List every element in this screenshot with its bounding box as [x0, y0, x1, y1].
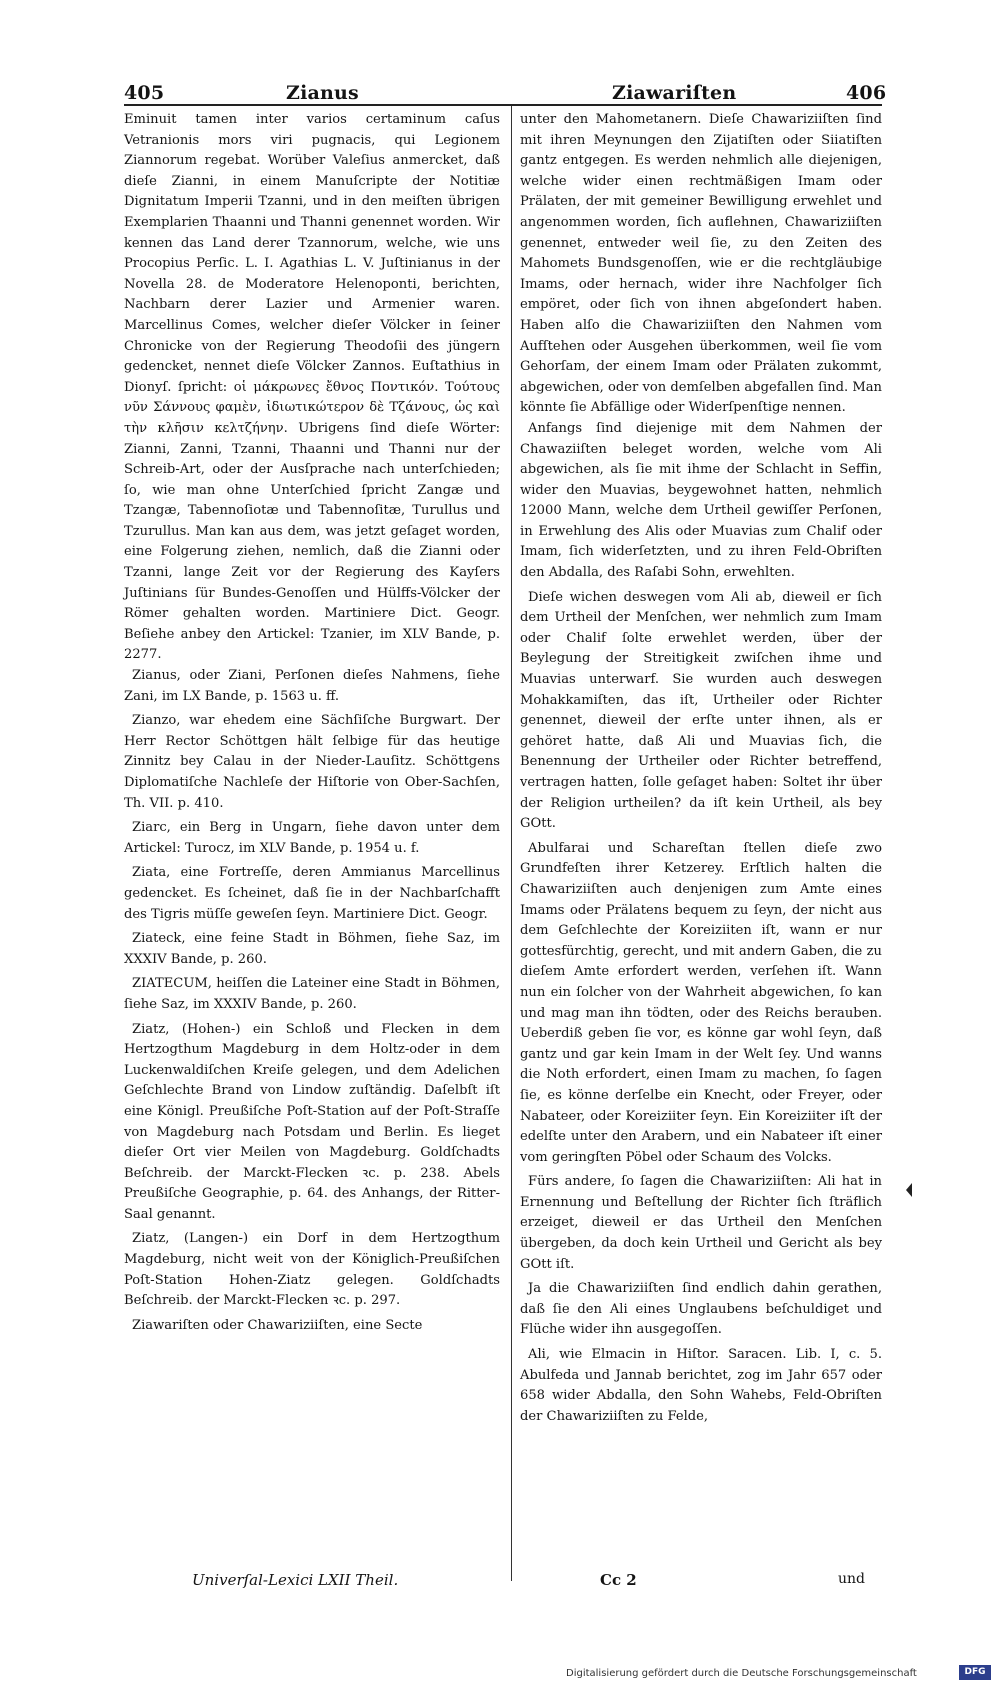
sheet-signature-mark: Cc 2 — [600, 1571, 637, 1589]
paragraph-first-tenet: Abulfarai und Schareſtan ſtellen dieſe zwo Grundfeſten ihrer Ketzerey. Erſtlich halten die Chawariziiſten auch denjenigen zum Amte eines Imams oder Prälatens bequem zu ſeyn, der nicht aus dem Geſchlechte der Koreiziiten iſt, wann er nur gottesfürchtig, gerecht, und mit andern Gaben, die zu dieſem Amte erfordert werden, verſehen iſt. Wann nun ein ſolcher von der Wahrheit abgewichen, ſo kan und mag man ihn tödten, oder des Reichs berauben. Ueberdiß geben ſie vor, es könne gar wohl ſeyn, daß gantz und gar kein Imam in der Welt ſey. Und wanns die Noth erfordert, einen Imam zu machen, ſo ſagen ſie, es könne derſelbe ein Knecht, oder Freyer, oder Nabateer, oder Koreiziiter ſeyn. Ein Koreiziiter iſt der edelſte unter den Arabern, und ein Nabateer iſt einer vom geringſten Pöbel oder Schaum des Volcks. — [520, 840, 882, 1165]
entry-ziateck: Ziateck, eine feine Stadt in Böhmen, ſiehe Saz, im XXXIV Bande, p. 260. — [124, 931, 500, 967]
entry-ziata: Ziata, eine Fortreſſe, deren Ammianus Marcellinus gedencket. Es ſcheinet, daß ſie in der Nachbarſchafft des Tigris müſſe geweſen ſeyn. Martiniere Dict. Geogr. — [124, 865, 500, 922]
entry-ziatz-langen: Ziatz, (Langen-) ein Dorf in dem Hertzogthum Magdeburg, nicht weit von der Königlich-Preußiſchen Poſt-Station Hohen-Ziatz gelegen. Goldſchadts Beſchreib. der Marckt-Flecken ꝛc. p. 297. — [124, 1231, 500, 1309]
header-rule — [124, 104, 882, 106]
signature-line: Univerſal-Lexici LXII Theil. — [192, 1571, 399, 1589]
entry-ziatz-hohen: Ziatz, (Hohen-) ein Schloß und Flecken in dem Hertzogthum Magdeburg in dem Holtz-oder in dem Luckenwaldiſchen Kreiſe gelegen, und dem Adelichen Geſchlechte Brand von Lindow zuſtändig. Daſelbſt iſt eine Königl. Preußiſche Poſt-Station auf der Poſt-Straſſe von Magdeburg nach Potsdam und Berlin. Es lieget dieſer Ort vier Meilen von Magdeburg. Goldſchadts Beſchreib. der Marckt-Flecken ꝛc. p. 238. Abels Preußiſche Geographie, p. 64. des Anhangs, der Ritter-Saal genannt. — [124, 1021, 500, 1222]
dfg-logo: DFG — [959, 1665, 991, 1680]
paragraph-mohakkamisten: Dieſe wichen deswegen vom Ali ab, dieweil er ſich dem Urtheil der Menſchen, wer nehmlich zum Imam oder Chalif ſolte erwehlet werden, über der Beylegung der Streitigkeit zwiſchen ihme und Muavias unterwarf. Sie wurden auch deswegen Mohakkamiſten, das iſt, Urtheiler oder Richter genennet, dieweil der erſte unter ihnen, als er gehöret hatte, daß Ali und Muavias ſich, die Benennung der Urtheiler oder Richter betreffend, vertragen hatten, ſolle geſaget haben: Soltet ihr über der Religion urtheilen? da iſt kein Urtheil, als bey GOtt. — [520, 589, 882, 832]
digitization-notice: Digitalisierung gefördert durch die Deutsche Forschungsgemeinschaft — [566, 1668, 917, 1679]
paragraph-campaign: Ali, wie Elmacin in Hiſtor. Saracen. Lib. I, c. 5. Abulfeda und Jannab berichtet, zog im Jahr 657 oder 658 wider Abdalla, den Sohn Wahebs, Feld-Obriſten der Chawariziiſten zu Felde, — [520, 1347, 882, 1424]
paragraph-accusation: Ja die Chawariziiſten ſind endlich dahin gerathen, daß ſie den Ali eines Unglaubens beſchuldiget und Flüche wider ihn ausgegoſſen. — [520, 1281, 882, 1338]
entry-zianni-continuation: Eminuit tamen inter varios certaminum caſus Vetranionis mors viri pugnacis, qui Legionem Ziannorum regebat. Worüber Valeſius anmercket, daß dieſe Zianni, in einem Manuſcripte der Notitiæ Dignitatum Imperii Tzanni, und in den meiſten übrigen Exemplarien Thaanni und Thanni genennet worden. Wir kennen das Land derer Tzannorum, welche, wie uns Procopius Perſic. L. I. Agathias L. V. Juſtinianus in der Novella 28. de Moderatore Helenoponti, berichten, Nachbarn derer Lazier und Armenier waren. Marcellinus Comes, welcher dieſer Völcker in ſeiner Chronicke von der Regierung Theodoſii des jüngern gedencket, nennet dieſe Völcker Zannos. Euſtathius in Dionyſ. ſpricht: οἱ μάκρωνες ἔθνος Ποντικόν. Τούτους νῦν Σάννους φαμὲν, ἰδιωτικώτερον δὲ Τζάνους, ὡς καὶ τὴν κλῆσιν κελτζήνην. Ubrigens ſind dieſe Wörter: Zianni, Zanni, Tzanni, Thaanni und Thanni nur der Schreib-Art, oder der Ausſprache nach unterſchieden; ſo, wie man ohne Unterſchied ſpricht Zangæ und Tzangæ, Tabennoſiotæ und Tabennoſitæ, Turullus und Tzurullus. Man kan aus dem, was jetzt geſaget worden, eine Folgerung ziehen, nemlich, daß die Zianni oder Tzanni, lange Zeit vor der Regierung des Kayſers Juſtinians ſür Bundes-Genoſſen und Hülffs-Völcker der Römer gehalten worden. Martiniere Dict. Geogr. Beſiehe anbey den Artickel: Tzanier, im XLV Bande, p. 2277. — [124, 112, 500, 663]
paragraph-origin: Anfangs ſind diejenige mit dem Nahmen der Chawaziiſten beleget worden, welche vom Ali abgewichen, als ſie mit ihme der Schlacht in Seffin, wider den Muavias, beygewohnet hatten, nehmlich 12000 Mann, welche dem Urtheil gewiſſer Perſonen, in Erwehlung des Alis oder Muavias zum Chalif oder Imam, ſich widerſetzten, und zu ihren Feld-Obriſten den Abdalla, des Raſabi Sohn, erwehlten. — [520, 420, 882, 581]
right-column — [520, 110, 882, 1431]
column-separator — [511, 106, 512, 1581]
paragraph-definition: unter den Mahometanern. Dieſe Chawariziiſten ſind mit ihren Meynungen den Zijatiſten oder Siiatiſten gantz entgegen. Es werden nehmlich alle diejenigen, welche wider einen rechtmäßigen Imam oder Prälaten, der mit gemeiner Bewilligung erwehlet und angenommen worden, ſich auflehnen, Chawariziiſten genennet, entweder weil ſie, zu den Zeiten des Mahomets Bundsgenoſſen, wie er die rechtgläubige Imams, oder hernach, wider ihre Nachfolger ſich empöret, oder ſich von ihnen abgeſondert haben. Haben alſo die Chawariziiſten den Nahmen vom Aufſtehen oder Ausgehen überkommen, weil ſie vom Gehorſam, der einem Imam oder Prälaten zukommt, abgewichen, oder von demſelben abgefallen ſind. Man könnte ſie Abfällige oder Widerſpenſtige nennen. — [520, 112, 882, 416]
left-column — [124, 110, 500, 1340]
entry-ziatecum: ZIATECUM, heiſſen die Lateiner eine Stadt in Böhmen, ſiehe Saz, im XXXIV Bande, p. 260. — [124, 976, 500, 1012]
page-number-left: 405 — [124, 82, 165, 104]
entry-zianzo: Zianzo, war ehedem eine Sächſiſche Burgwart. Der Herr Rector Schöttgen hält ſelbige für das heutige Zinnitz bey Calau in der Nieder-Lauſitz. Schöttgens Diplomatiſche Nachleſe der Hiſtorie von Ober-Sachſen, Th. VII. p. 410. — [124, 713, 500, 811]
page-number-right: 406 — [846, 82, 887, 104]
running-head-left: Zianus — [286, 82, 359, 104]
entry-ziawaristen: Ziawariſten oder Chawariziiſten, eine Secte — [132, 1317, 423, 1333]
catchword: und — [838, 1571, 865, 1587]
paragraph-second-tenet: Fürs andere, ſo ſagen die Chawariziiſten: Ali hat in Ernennung und Beſtellung der Richter ſich ſträflich erzeiget, dieweil er das Urtheil den Menſchen übergeben, da doch kein Urtheil und Gericht als bey GOtt iſt. — [520, 1174, 882, 1272]
running-head-right: Ziawariſten — [612, 82, 737, 104]
entry-ziarc: Ziarc, ein Berg in Ungarn, ſiehe davon unter dem Artickel: Turocz, im XLV Bande, p. 1954 u. f. — [124, 820, 500, 856]
margin-mark — [906, 1183, 912, 1197]
entry-zianus: Zianus, oder Ziani, Perſonen dieſes Nahmens, ſiehe Zani, im LX Bande, p. 1563 u. ff. — [124, 668, 500, 704]
